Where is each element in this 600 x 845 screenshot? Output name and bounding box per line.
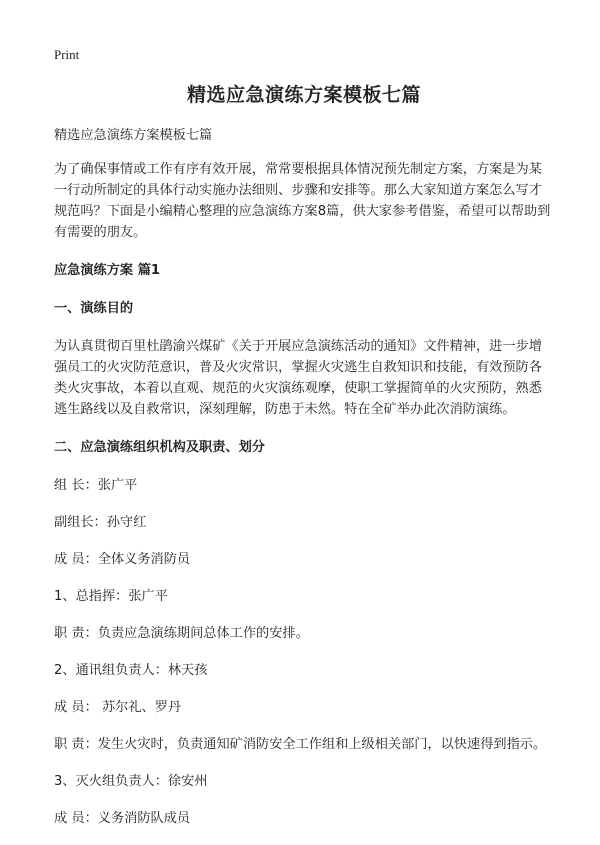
org-line: 职 责：负责应急演练期间总体工作的安排。 bbox=[54, 626, 309, 641]
org-line: 成 员：全体义务消防员 bbox=[54, 552, 191, 567]
page-title: 精选应急演练方案模板七篇 bbox=[186, 84, 421, 106]
chapter-heading: 应急演练方案 篇1 bbox=[54, 263, 161, 278]
org-line: 组 长：张广平 bbox=[54, 478, 138, 493]
intro-paragraph: 为了确保事情或工作有序有效开展，常常要根据具体情况预先制定方案，方案是为某一行动所制定的具体行动实施办法细则、步骤和安排等。那么大家知道方案怎么写才规范吗？下面是小编精心整理的应急演练方案8篇，供大家参考借鉴，希望可以帮助到有需要的朋友。 bbox=[54, 162, 551, 240]
section-heading-organization: 二、应急演练组织机构及职责、划分 bbox=[54, 440, 265, 455]
org-line: 3、灭火组负责人：徐安州 bbox=[54, 774, 208, 789]
org-line: 职 责：发生火灾时，负责通知矿消防安全工作组和上级相关部门，以快速得到指示。 bbox=[54, 737, 547, 752]
section-paragraph-purpose: 为认真贯彻百里杜鹃渝兴煤矿《关于开展应急演练活动的通知》文件精神，进一步增强员工的火灾防范意识，普及火灾常识，掌握火灾逃生自救知识和技能，有效预防各类火灾事故，本着以直观、规范的火灾演练观摩，使职工掌握简单的火灾预防，熟悉逃生路线以及自救常识，深刻理解，防患于未然。特在全矿举办此次消防演练。 bbox=[54, 339, 542, 417]
org-line: 成 员：义务消防队成员 bbox=[54, 811, 191, 826]
org-line: 2、通讯组负责人：林天孩 bbox=[54, 663, 208, 678]
document-subtitle: 精选应急演练方案模板七篇 bbox=[54, 128, 213, 143]
print-link[interactable]: Print bbox=[54, 47, 80, 62]
document-body bbox=[54, 80, 554, 845]
org-line: 1、总指挥：张广平 bbox=[54, 589, 168, 604]
org-line: 成 员： 苏尔礼、罗丹 bbox=[54, 700, 182, 715]
org-line: 副组长：孙守红 bbox=[54, 515, 147, 530]
section-heading-purpose: 一、演练目的 bbox=[54, 301, 134, 316]
